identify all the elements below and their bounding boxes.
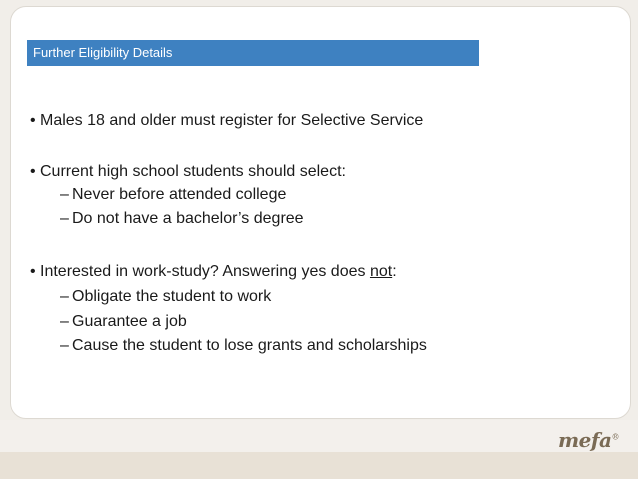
dash-marker: – [60,288,69,305]
bullet-dot: • [30,112,36,129]
dash-marker: – [60,186,69,203]
bullet-item [30,111,423,131]
bullet-dot: • [30,263,36,280]
sub-bullet-item [60,336,427,356]
bullet-item [30,162,346,182]
footer-band [0,452,638,479]
underlined-word: not [369,263,393,280]
bullet-dot: • [30,163,36,180]
dash-marker: – [60,337,69,354]
sub-bullet-text: Do not have a bachelor’s degree [72,210,304,227]
logo-text: mefa [558,428,612,452]
sub-bullet-text: Cause the student to lose grants and scholarships [72,337,427,354]
bullet-text: Interested in work-study? Answering yes does [40,263,370,280]
sub-bullet-item [60,209,304,229]
slide-title: Further Eligibility Details [33,45,173,60]
bullet-item [30,262,397,282]
dash-marker: – [60,313,69,330]
sub-bullet-item [60,312,187,332]
bullet-text-end: : [392,263,397,280]
sub-bullet-text: Obligate the student to work [72,288,272,305]
dash-marker: – [60,210,69,227]
sub-bullet-text: Never before attended college [72,186,287,203]
bullet-text: Males 18 and older must register for Selective Service [40,112,424,129]
sub-bullet-text: Guarantee a job [72,313,187,330]
sub-bullet-item [60,185,286,205]
mefa-logo [558,428,619,452]
registered-mark: ® [611,432,619,442]
bullet-text: Current high school students should select: [40,163,346,180]
sub-bullet-item [60,287,271,307]
